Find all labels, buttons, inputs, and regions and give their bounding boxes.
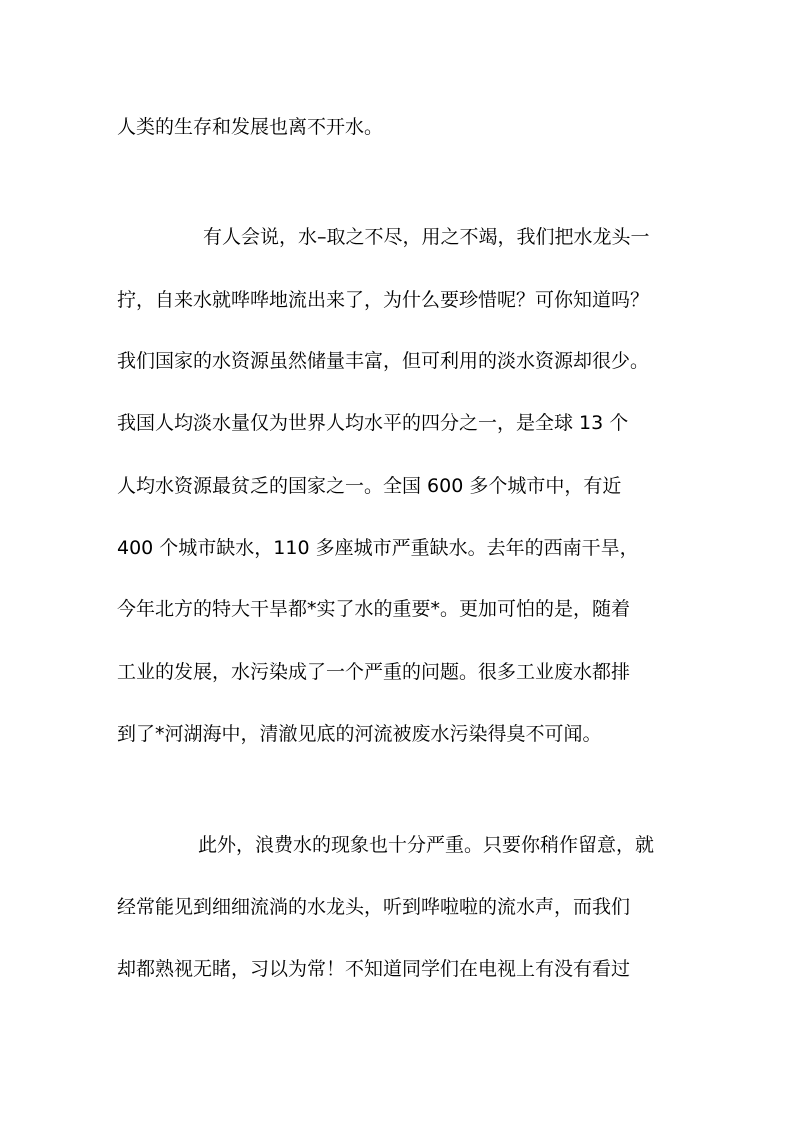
text-line-12: 经常能见到细细流淌的水龙头，听到哗啦啦的流水声，而我们 [117,896,631,918]
text-line-13: 却都熟视无睹，习以为常！不知道同学们在电视上有没有看过 [117,958,631,980]
text-line-8: 今年北方的特大干旱都*实了水的重要*。更加可怕的是，随着 [117,598,631,620]
text-line-1: 人类的生存和发展也离不开水。 [117,116,384,138]
text-line-2: 有人会说，水–取之不尽，用之不竭，我们把水龙头一 [203,226,650,248]
text-line-4: 我们国家的水资源虽然储量丰富，但可利用的淡水资源却很少。 [117,350,650,372]
text-line-10: 到了*河湖海中，清澈见底的河流被废水污染得臭不可闻。 [117,723,602,745]
text-line-6: 人均水资源最贫乏的国家之一。全国 600 多个城市中，有近 [117,475,622,497]
text-line-9: 工业的发展，水污染成了一个严重的问题。很多工业废水都排 [117,661,631,683]
text-line-3: 拧，自来水就哗哗地流出来了，为什么要珍惜呢？可你知道吗？ [117,289,650,311]
text-line-7: 400 个城市缺水，110 多座城市严重缺水。去年的西南干旱， [117,537,639,559]
text-line-11: 此外，浪费水的现象也十分严重。只要你稍作留意，就 [198,834,655,856]
text-line-5: 我国人均淡水量仅为世界人均水平的四分之一，是全球 13 个 [117,412,629,434]
